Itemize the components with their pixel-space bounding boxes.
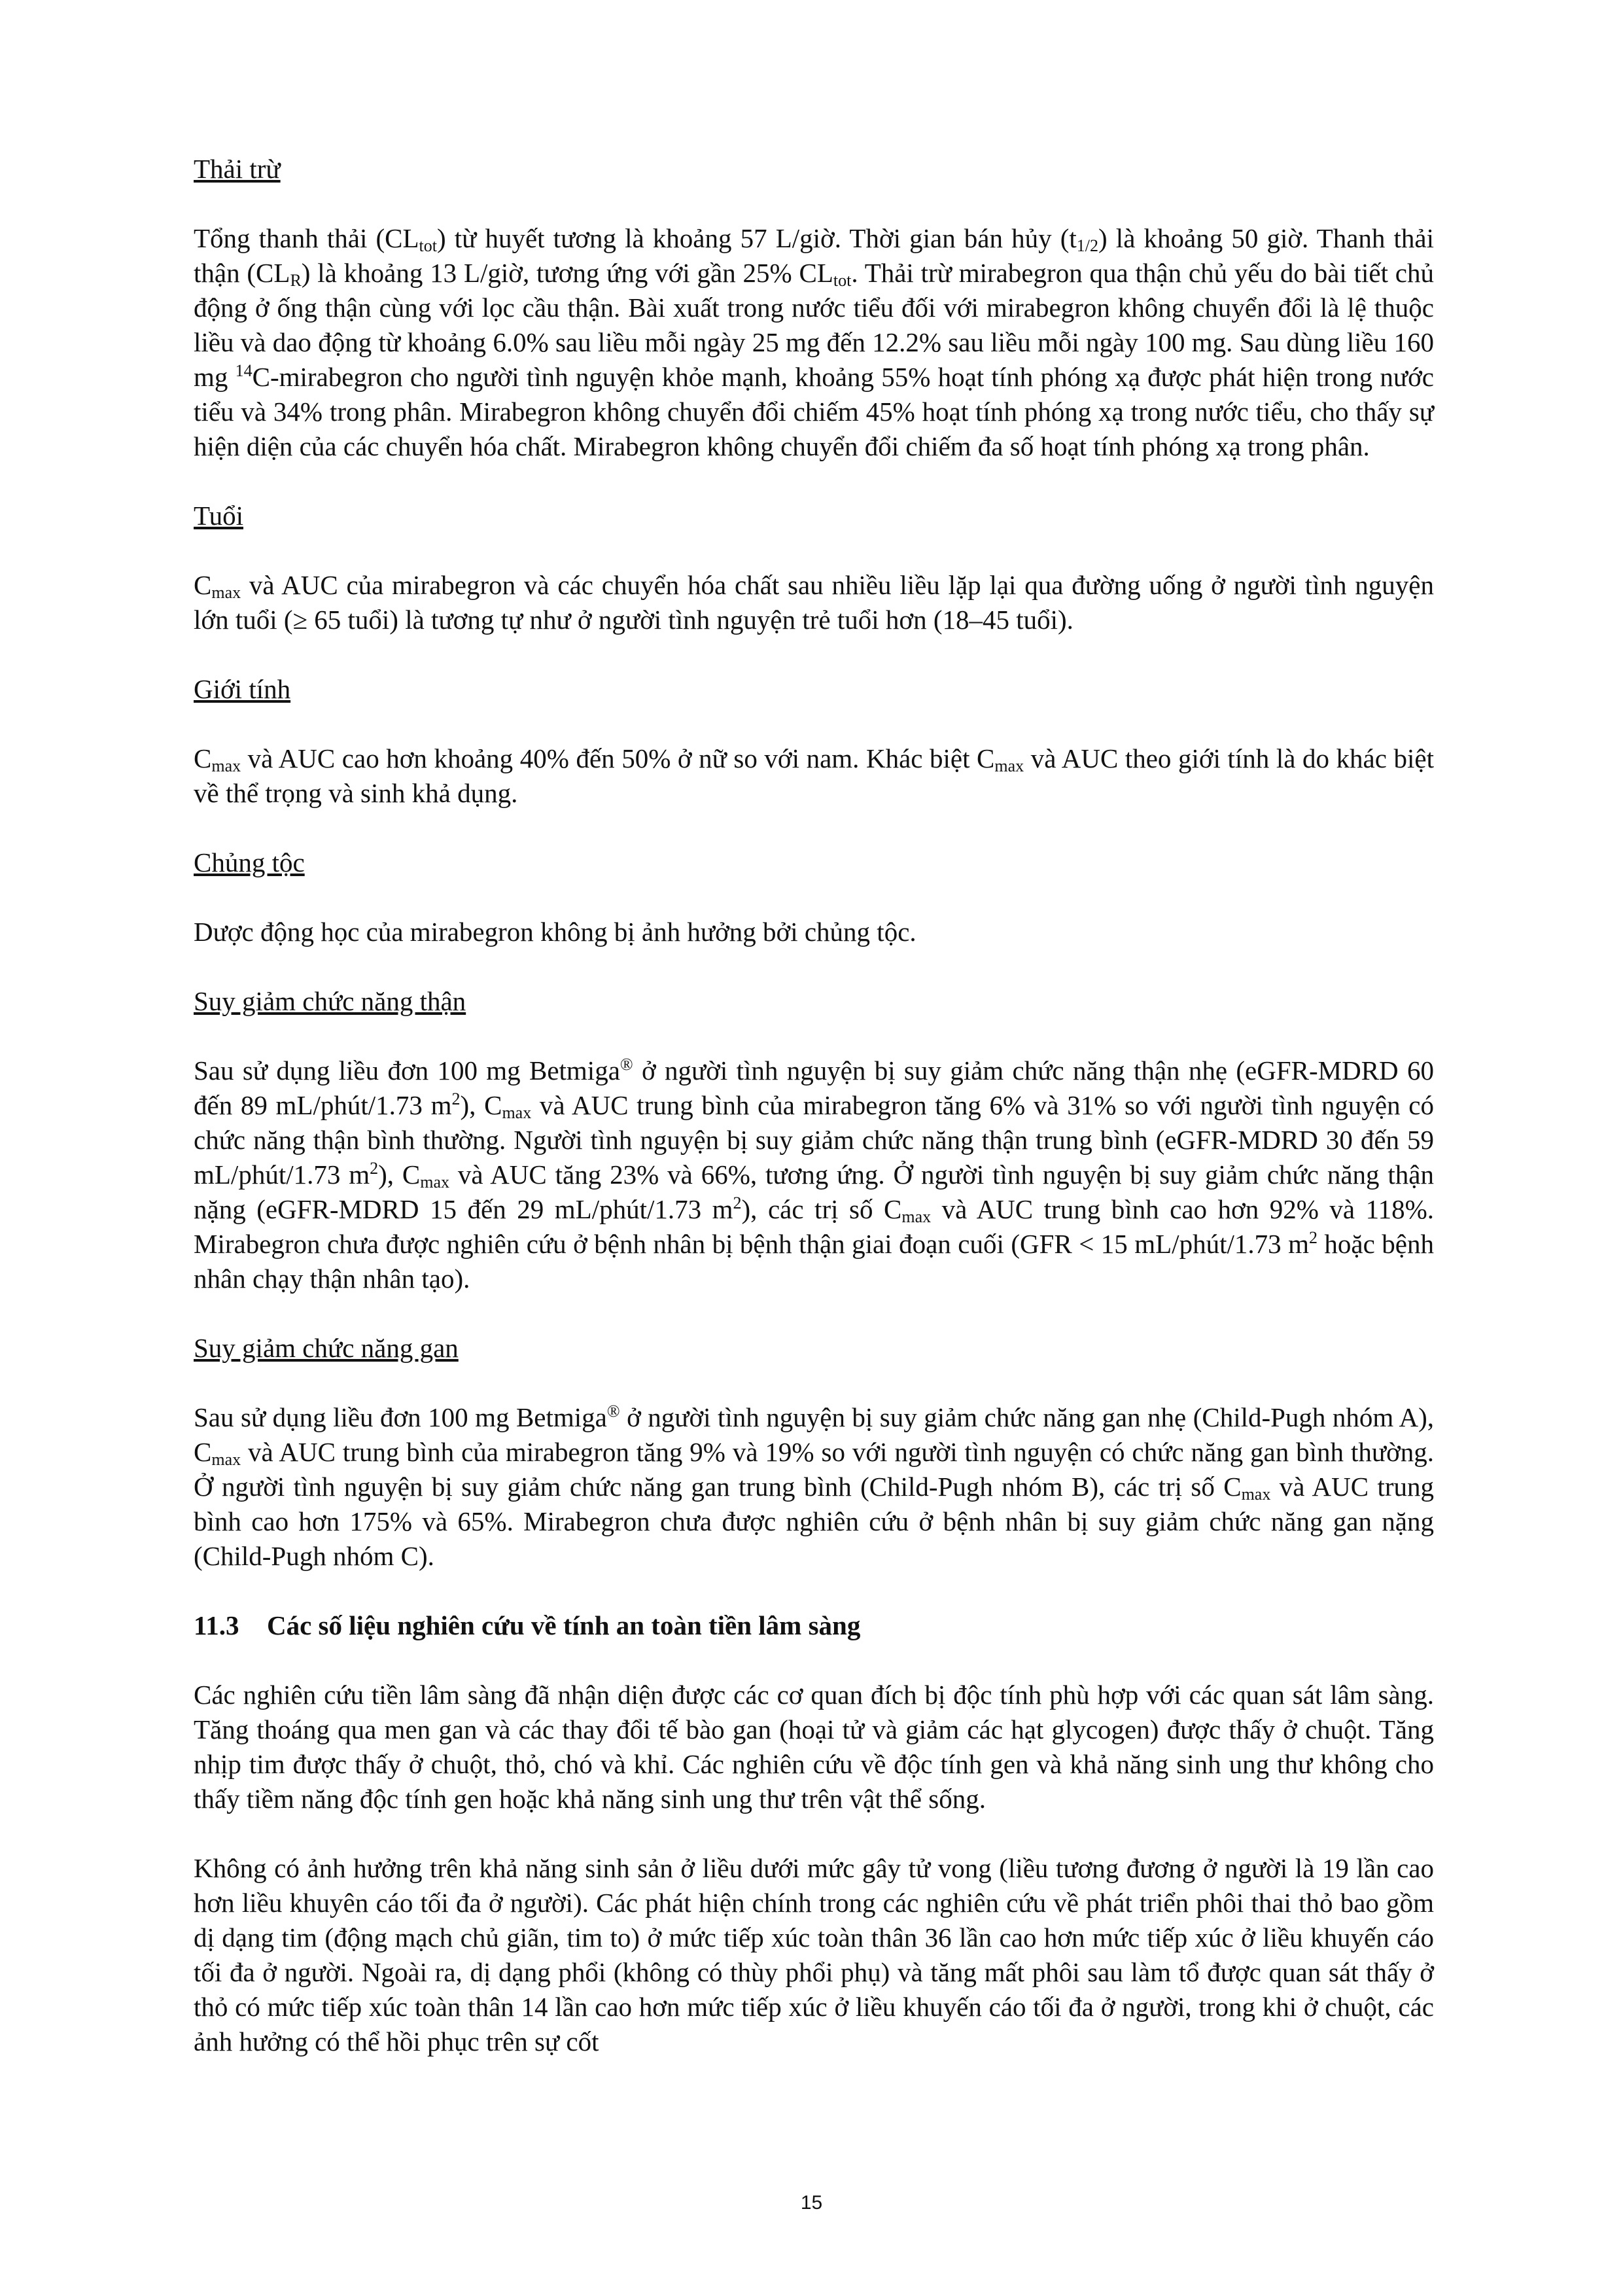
text-span: ở người tình nguyện bị suy giảm chức năng thận nhẹ (eGFR-MDRD 60 đến 89 mL/phút/1.73 m xyxy=(194,1055,1434,1120)
page-content xyxy=(194,152,1434,2094)
paragraph-gender xyxy=(194,741,1434,811)
section-heading-preclinical-safety xyxy=(194,1608,1434,1643)
subscript: max xyxy=(994,756,1024,775)
text-span: C-mirabegron cho người tình nguyện khỏe mạnh, khoảng 55% hoạt tính phóng xạ được phát hiện trong nước tiểu và 34% trong phân. Mirabegron không chuyển đổi chiếm 45% hoạt tính phóng xạ trong nước tiểu, cho thấy sự hiện diện của các chuyển hóa chất. Mirabegron không chuyển đổi chiếm đa số hoạt tính phóng xạ trong phân. xyxy=(194,362,1434,461)
text-span: ) là khoảng 50 giờ. Thanh thải thận (CL xyxy=(194,223,1434,288)
text-span: Tổng thanh thải (CL xyxy=(194,223,419,253)
subheading-gender: Giới tính xyxy=(194,674,291,704)
subscript: tot xyxy=(419,236,437,255)
text-span: C xyxy=(194,570,212,600)
page-number: 15 xyxy=(800,2192,823,2214)
subheading-renal-impairment: Suy giảm chức năng thận xyxy=(194,986,466,1016)
subheading-elimination: Thải trừ xyxy=(194,154,281,184)
paragraph-renal-impairment xyxy=(194,1053,1434,1296)
subscript: max xyxy=(502,1103,532,1122)
text-span: và AUC của mirabegron và các chuyển hóa chất sau nhiều liều lặp lại qua đường uống ở người tình nguyện lớn tuổi (≥ 65 tuổi) là tương tự như ở người tình nguyện trẻ tuổi hơn (18–45 tuổi). xyxy=(194,570,1434,635)
text-span: ), các trị số C xyxy=(741,1194,902,1224)
superscript: 2 xyxy=(370,1159,379,1178)
text-span: hoặc bệnh nhân chạy thận nhân tạo). xyxy=(194,1229,1434,1294)
subscript: max xyxy=(420,1173,450,1192)
paragraph-hepatic-impairment xyxy=(194,1400,1434,1574)
paragraph-elimination xyxy=(194,221,1434,464)
text-span: và AUC theo giới tính là do khác biệt về thể trọng và sinh khả dụng. xyxy=(194,743,1434,808)
section-number: 11.3 xyxy=(194,1610,239,1640)
text-span: ở người tình nguyện bị suy giảm chức năng gan nhẹ (Child-Pugh nhóm A), C xyxy=(194,1402,1434,1467)
superscript: 2 xyxy=(451,1089,461,1108)
text-span: C xyxy=(194,743,212,773)
subscript: R xyxy=(290,271,302,290)
subheading-age: Tuổi xyxy=(194,501,243,531)
subscript: max xyxy=(901,1207,932,1226)
subscript: max xyxy=(211,583,241,602)
text-span: ), C xyxy=(460,1090,502,1120)
section-title: Các số liệu nghiên cứu về tính an toàn tiền lâm sàng xyxy=(267,1610,861,1640)
text-span: và AUC trung bình của mirabegron tăng 9% và 19% so với người tình nguyện có chức năng gan bình thường. Ở người tình nguyện bị suy giảm chức năng gan trung bình (Child-Pugh nhóm B), các trị số C xyxy=(194,1437,1434,1502)
text-span: . Thải trừ mirabegron qua thận chủ yếu do bài tiết chủ động ở ống thận cùng với lọc cầu thận. Bài xuất trong nước tiểu đối với mirabegron không chuyển đổi là lệ thuộc liều và dao động từ khoảng 6.0% sau liều mỗi ngày 25 mg đến 12.2% sau liều mỗi ngày 100 mg. Sau dùng liều 160 mg xyxy=(194,258,1435,392)
text-span: và AUC cao hơn khoảng 40% đến 50% ở nữ so với nam. Khác biệt C xyxy=(241,743,995,773)
subscript: max xyxy=(211,1450,241,1469)
text-span: và AUC trung bình cao hơn 175% và 65%. Mirabegron chưa được nghiên cứu ở bệnh nhân bị suy giảm chức năng gan nặng (Child-Pugh nhóm C). xyxy=(194,1472,1435,1571)
paragraph-preclinical-1: Các nghiên cứu tiền lâm sàng đã nhận diện được các cơ quan đích bị độc tính phù hợp với các quan sát lâm sàng. Tăng thoáng qua men gan và các thay đổi tế bào gan (hoại tử và giảm các hạt glycogen) được thấy ở chuột. Tăng nhịp tim được thấy ở chuột, thỏ, chó và khỉ. Các nghiên cứu về độc tính gen và khả năng sinh ung thư không cho thấy tiềm năng độc tính gen hoặc khả năng sinh ung thư trên vật thể sống. xyxy=(194,1680,1434,1814)
superscript: 2 xyxy=(733,1193,742,1212)
text-span: và AUC trung bình của mirabegron tăng 6% và 31% so với người tình nguyện có chức năng thận bình thường. Người tình nguyện bị suy giảm chức năng thận trung bình (eGFR-MDRD 30 đến 59 mL/phút/1.73 m xyxy=(194,1090,1434,1190)
subscript: 1/2 xyxy=(1076,236,1099,255)
subscript: tot xyxy=(833,271,852,290)
text-span: ), C xyxy=(378,1159,421,1190)
superscript: ® xyxy=(620,1055,633,1074)
superscript: ® xyxy=(606,1402,620,1421)
subscript: max xyxy=(211,756,241,775)
superscript: 2 xyxy=(1308,1228,1318,1247)
superscript: 14 xyxy=(235,361,253,380)
text-span: ) từ huyết tương là khoảng 57 L/giờ. Thời gian bán hủy (t xyxy=(436,223,1077,253)
paragraph-race: Dược động học của mirabegron không bị ảnh hưởng bởi chủng tộc. xyxy=(194,917,916,947)
text-span: Sau sử dụng liều đơn 100 mg Betmiga xyxy=(194,1055,620,1086)
paragraph-preclinical-2: Không có ảnh hưởng trên khả năng sinh sản ở liều dưới mức gây tử vong (liều tương đương ở người là 19 lần cao hơn liều khuyên cáo tối đa ở người). Các phát hiện chính trong các nghiên cứu về phát triển phôi thai thỏ bao gồm dị dạng tim (động mạch chủ giãn, tim to) ở mức tiếp xúc toàn thân 36 lần cao hơn mức tiếp xúc ở liều khuyến cáo tối đa ở người. Ngoài ra, dị dạng phổi (không có thùy phổi phụ) và tăng mất phôi sau làm tổ được quan sát thấy ở thỏ có mức tiếp xúc toàn thân 14 lần cao hơn mức tiếp xúc ở liều khuyến cáo tối đa ở người, trong khi ở chuột, các ảnh hưởng có thể hồi phục trên sự cốt xyxy=(194,1853,1434,2057)
text-span: Sau sử dụng liều đơn 100 mg Betmiga xyxy=(194,1402,607,1432)
subheading-race: Chủng tộc xyxy=(194,847,305,877)
subheading-hepatic-impairment: Suy giảm chức năng gan xyxy=(194,1333,459,1363)
subscript: max xyxy=(1241,1485,1271,1504)
text-span: và AUC trung bình cao hơn 92% và 118%. Mirabegron chưa được nghiên cứu ở bệnh nhân bị bệnh thận giai đoạn cuối (GFR < 15 mL/phút/1.73 m xyxy=(194,1194,1435,1259)
paragraph-age xyxy=(194,568,1434,637)
text-span: và AUC tăng 23% và 66%, tương ứng. Ở người tình nguyện bị suy giảm chức năng thận nặng (eGFR-MDRD 15 đến 29 mL/phút/1.73 m xyxy=(194,1159,1434,1224)
text-span: ) là khoảng 13 L/giờ, tương ứng với gần 25% CL xyxy=(301,258,833,288)
